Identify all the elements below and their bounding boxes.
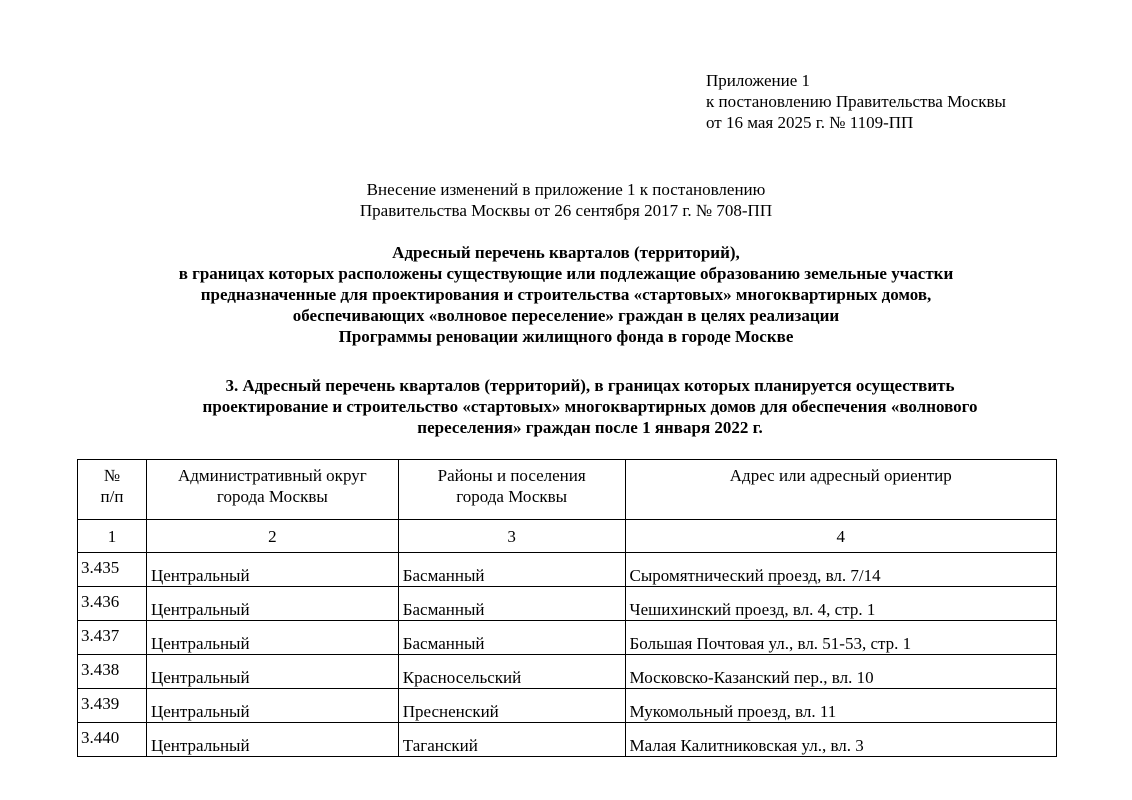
title-line: в границах которых расположены существующие или подлежащие образованию земельные участки — [178, 264, 954, 283]
document-title — [0, 242, 1132, 347]
area-cell: Таганский — [398, 723, 625, 757]
area-cell: Пресненский — [398, 689, 625, 723]
column-number-row — [78, 520, 1057, 553]
section-heading — [150, 375, 1030, 438]
amendment-line: Правительства Москвы от 26 сентября 2017 г. № 708-ПП — [359, 201, 773, 220]
address-cell: Московско-Казанский пер., вл. 10 — [625, 655, 1056, 689]
section-line: 3. Адресный перечень кварталов (территорий), в границах которых планируется осуществить — [225, 376, 955, 395]
section-line: переселения» граждан после 1 января 2022 г. — [417, 418, 763, 437]
address-cell: Сыромятнический проезд, вл. 7/14 — [625, 553, 1056, 587]
title-line: обеспечивающих «волновое переселение» граждан в целях реализации — [292, 306, 840, 325]
row-number-cell: 3.439 — [78, 689, 147, 723]
row-number-cell: 3.438 — [78, 655, 147, 689]
header-cell: Административный округ города Москвы — [146, 460, 398, 520]
section-line: проектирование и строительство «стартовых» многоквартирных домов для обеспечения «волнового — [202, 397, 978, 416]
table-row — [78, 689, 1057, 723]
header-cell: Районы и поселения города Москвы — [398, 460, 625, 520]
row-number-cell: 3.437 — [78, 621, 147, 655]
table-row — [78, 723, 1057, 757]
header-cell: Адрес или адресный ориентир — [625, 460, 1056, 520]
district-cell: Центральный — [146, 553, 398, 587]
table-row — [78, 587, 1057, 621]
title-line: предназначенные для проектирования и строительства «стартовых» многоквартирных домов, — [200, 285, 932, 304]
district-cell: Центральный — [146, 723, 398, 757]
address-cell: Большая Почтовая ул., вл. 51-53, стр. 1 — [625, 621, 1056, 655]
district-cell: Центральный — [146, 655, 398, 689]
amendment-heading — [0, 179, 1132, 221]
amendment-line: Внесение изменений в приложение 1 к постановлению — [366, 180, 766, 199]
column-number: 3 — [398, 520, 625, 553]
row-number-cell: 3.436 — [78, 587, 147, 621]
district-cell: Центральный — [146, 621, 398, 655]
district-cell: Центральный — [146, 689, 398, 723]
row-number-cell: 3.440 — [78, 723, 147, 757]
address-cell: Мукомольный проезд, вл. 11 — [625, 689, 1056, 723]
table-row — [78, 621, 1057, 655]
table-row — [78, 655, 1057, 689]
address-cell: Малая Калитниковская ул., вл. 3 — [625, 723, 1056, 757]
column-number: 2 — [146, 520, 398, 553]
district-cell: Центральный — [146, 587, 398, 621]
title-line: Адресный перечень кварталов (территорий), — [392, 243, 740, 262]
annex-reference — [706, 70, 1006, 133]
header-cell: № п/п — [78, 460, 147, 520]
title-line: Программы реновации жилищного фонда в городе Москве — [338, 327, 794, 346]
table-row — [78, 553, 1057, 587]
area-cell: Басманный — [398, 621, 625, 655]
annex-line: к постановлению Правительства Москвы — [706, 92, 1006, 111]
row-number-cell: 3.435 — [78, 553, 147, 587]
annex-line: от 16 мая 2025 г. № 1109-ПП — [706, 113, 914, 132]
column-number: 4 — [625, 520, 1056, 553]
address-table — [77, 459, 1057, 757]
area-cell: Басманный — [398, 553, 625, 587]
table-header-row — [78, 460, 1057, 520]
address-cell: Чешихинский проезд, вл. 4, стр. 1 — [625, 587, 1056, 621]
annex-line: Приложение 1 — [706, 71, 810, 90]
area-cell: Красносельский — [398, 655, 625, 689]
area-cell: Басманный — [398, 587, 625, 621]
column-number: 1 — [78, 520, 147, 553]
